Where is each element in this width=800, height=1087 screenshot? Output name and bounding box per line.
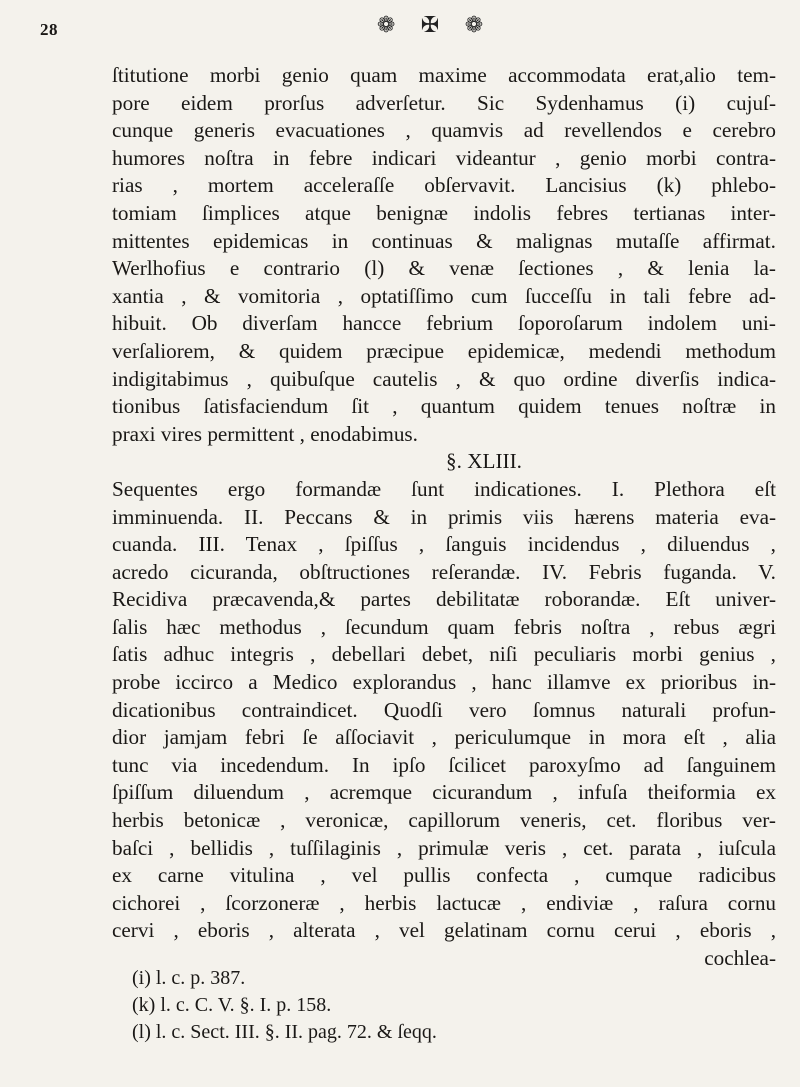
footnote: (k) l. c. C. V. §. I. p. 158. <box>132 994 332 1016</box>
text-line: tomiam ſimplices atque benignæ indolis febres tertianas inter- <box>112 200 776 225</box>
text-line: xantia , & vomitoria , optatiſſimo cum ſucceſſu in tali febre ad- <box>112 283 776 308</box>
text-line: ſtitutione morbi genio quam maxime accommodata erat,alio tem- <box>112 63 776 87</box>
text-line: tunc via incedendum. In ipſo ſcilicet paroxyſmo ad ſanguinem <box>112 752 776 777</box>
page-header <box>40 12 760 52</box>
text-line: Recidiva præcavenda,& partes debilitatæ roborandæ. Eſt univer- <box>112 587 776 612</box>
text-line: praxi vires permittent , enodabimus. <box>112 421 418 446</box>
text-line: ex carne vitulina , vel pullis confecta , cumque radicibus <box>112 863 776 888</box>
text-line: Sequentes ergo formandæ ſunt indicationes. I. Plethora eſt <box>112 476 776 501</box>
text-line: humores noſtra in febre indicari videantur , genio morbi contra- <box>112 145 776 170</box>
page-number: 28 <box>40 20 58 39</box>
section-heading: §. XLIII. <box>446 449 522 474</box>
text-line: ſpiſſum diluendum , acremque cicurandum , infuſa theiformia ex <box>112 780 776 805</box>
text-line: ſatis adhuc integris , debellari debet, niſi peculiaris morbi genius , <box>112 642 776 667</box>
text-line: probe iccirco a Medico explorandus , hanc illamve ex prioribus in- <box>112 670 776 695</box>
text-line: acredo cicuranda, obſtructiones reſerandæ. IV. Febris fuganda. V. <box>112 559 776 584</box>
text-line: herbis betonicæ , veronicæ, capillorum veneris, cet. floribus ver- <box>112 808 776 833</box>
text-line: tionibus ſatisfaciendum ſit , quantum quidem tenues noſtræ in <box>112 394 776 419</box>
text-line: verſaliorem, & quidem præcipue epidemicæ, medendi methodum <box>112 338 776 363</box>
text-line: Werlhofius e contrario (l) & venæ ſectiones , & lenia la- <box>112 256 776 281</box>
text-line: indigitabimus , quibuſque cautelis , & quo ordine diverſis indica- <box>112 366 776 391</box>
text-line: dior jamjam febri ſe aſſociavit , periculumque in mora eſt , alia <box>112 725 776 750</box>
text-line: dicationibus contraindicet. Quodſi vero ſomnus naturali profun- <box>112 697 776 722</box>
text-line: mittentes epidemicas in continuas & malignas mutaſſe affirmat. <box>112 228 776 253</box>
text-line: ſalis hæc methodus , ſecundum quam febris noſtra , rebus ægri <box>112 614 776 639</box>
text-line: cochlea- <box>704 946 776 970</box>
text-line: cervi , eboris , alterata , vel gelatinam cornu cerui , eboris , <box>112 918 776 943</box>
text-line: cunque generis evacuationes , quamvis ad revellendos e cerebro <box>112 118 776 143</box>
footnote: (i) l. c. p. 387. <box>132 967 246 989</box>
text-line: rias , mortem acceleraſſe obſervavit. Lancisius (k) phlebo- <box>112 173 776 198</box>
text-line: pore eidem prorſus adverſetur. Sic Sydenhamus (i) cujuſ- <box>112 90 776 115</box>
text-line: hibuit. Ob diverſam hancce febrium ſoporoſarum indolem uni- <box>112 311 776 336</box>
text-line: cichorei , ſcorzoneræ , herbis lactucæ , endiviæ , raſura cornu <box>112 890 776 915</box>
header-ornament: ❁ ✠ ❁ <box>376 12 494 37</box>
footnote: (l) l. c. Sect. III. §. II. pag. 72. & ſeqq. <box>132 1021 437 1043</box>
footnotes <box>132 965 772 1046</box>
text-line: cuanda. III. Tenax , ſpiſſus , ſanguis incidendus , diluendus , <box>112 532 776 557</box>
text-line: imminuenda. II. Peccans & in primis viis hærens materia eva- <box>112 504 776 529</box>
text-line: baſci , bellidis , tuſſilaginis , primulæ veris , cet. parata , iuſcula <box>112 835 776 860</box>
body-text <box>112 62 776 973</box>
